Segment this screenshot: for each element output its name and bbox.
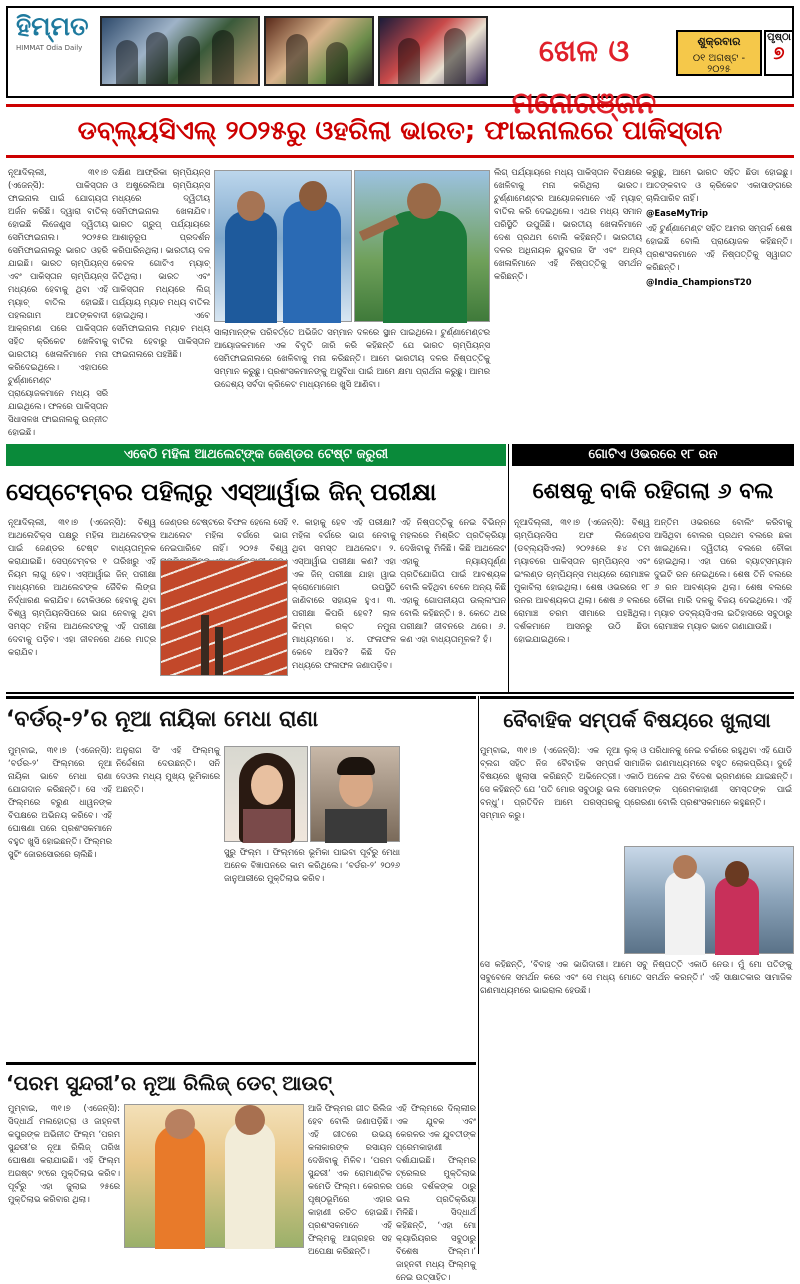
- page-number-box: [764, 30, 794, 76]
- lead-column-5: [646, 166, 792, 438]
- cricket-column-1: [514, 516, 650, 692]
- param-column-1: [8, 1102, 120, 1254]
- lead-text-5: କରୁଛୁ, ଆମେ ଭାରତ ସହିତ ଛିଡା ହୋଇଛୁ। ଆତଙ୍କବାଦ ଓ କ୍ରିକେଟ ଏକାସାଙ୍ଗରେ ଚାଲିପାରିବ ନାହିଁ।: [646, 167, 792, 203]
- lead-column-4: [494, 166, 642, 438]
- date-box: [676, 30, 762, 76]
- athletes-text-2: ଜେଣ୍ଡର ଟେଷ୍ଟରେ ବିଫଳ ହେଲେ ସେହି ଆଥଲେଟ ମହିଳା ବର୍ଗରେ ଭାଗ ନେଇପାରିବେ ନାହିଁ। ୨୦୨୫ ବିଶ୍ୱ: [160, 517, 288, 553]
- bordar-column-2: [116, 744, 220, 1056]
- logo-subtitle: HIMMAT Odia Daily: [16, 44, 83, 52]
- twitter-handle-india-champions: @India_ChampionsT20: [646, 277, 752, 287]
- medha-rana-photo: [224, 746, 308, 842]
- param-column-4: [396, 1102, 476, 1282]
- masthead-photo-sports: [264, 16, 374, 86]
- cricket-column-2: [654, 516, 792, 692]
- lead-text-5b: ଏହି ଟୁର୍ଣ୍ଣାମେଣ୍ଟ ସହିତ ଆମର ସମ୍ପର୍କ ଶେଷ ହୋଇଛି ବୋଲି ପ୍ରାୟୋଜକ କହିଛନ୍ତି। ପ୍ରଶଂସକମାନେ ଏହି ନିଷ୍ପତ୍ତିକୁ ସ୍ୱାଗତ କରିଛନ୍ତି।: [646, 223, 792, 272]
- param-text-4: ଏହି ଫିଲ୍ମରେ ଦିଲ୍ଲୀର ଏକ ଯୁବକ ଏବଂ କେରଳର ଏକ ଯୁବତୀଙ୍କ ପ୍ରେମକାହାଣୀ ଦର୍ଶାଯାଇଛି। ଫିଲ୍ମର ଟ୍ରେଲର ମୁକ୍ତିଲାଭ ପରେ ଦର୍ଶକଙ୍କ ଠାରୁ ଭଲ ପ୍ରତିକ୍ରିୟା ମିଳିଛି। ସିଦ୍ଧାର୍ଥ କହିଛନ୍ତି, ‘ଏହା ମୋ କ୍ୟାରିୟରର ସବୁଠାରୁ ବିଶେଷ ଫିଲ୍ମ।’ ଜାହ୍ନବୀ ମଧ୍ୟ ଫିଲ୍ମକୁ ନେଇ ଉତ୍ସାହିତ।: [396, 1103, 476, 1282]
- twitter-handle-easemytrip: @EaseMyTrip: [646, 208, 708, 218]
- bordar-column-3: [224, 846, 400, 1056]
- india-players-photo: [214, 170, 352, 322]
- athletes-text-1: ନୂଆଦିଲ୍ଲୀ, ୩୧।୭ (ଏଜେନ୍ସି): ବିଶ୍ୱ ଆଥଲେଟିକ୍ସ ପକ୍ଷରୁ ମହିଳା ଆଥଲେଟଙ୍କ ପାଇଁ ଜେଣ୍ଡର ଟେଷ୍ଟ ବାଧ୍ୟତାମୂଳକ କରାଯାଇଛି। ସେପ୍ଟେମ୍ବର ୧ ତାରିଖରୁ ଏହି ନିୟମ ଲାଗୁ ହେବ। ଏସ୍ଆର୍ୱାଇ ଜିନ୍ ପରୀକ୍ଷା ମାଧ୍ୟମରେ ଆଥଲେଟଙ୍କ ଜୈବିକ ଲିଙ୍ଗ ନିର୍ଦ୍ଧାରଣ କରାଯିବ। ଟୋକିଓରେ ହେବାକୁ ଥିବା ବିଶ୍ୱ ଚାମ୍ପିୟନସିପରେ ଭାଗ ନେବାକୁ ଥିବା ସମସ୍ତ ମହିଳା ଆଥଲେଟଙ୍କୁ ଏହି ପରୀକ୍ଷା ଦେବାକୁ ପଡ଼ିବ। ଏହା ଜୀବନରେ ଥରେ ମାତ୍ର କରାଯିବ।: [8, 517, 156, 657]
- cricket-kicker-banner: ଗୋଟିଏ ଓଭରରେ ୧୮ ରନ: [512, 444, 794, 466]
- bordar-text-2: ଅନୁରାଗ ସିଂ ଏହି ଫିଲ୍ମକୁ ନିର୍ଦ୍ଦେଶନା ଦେଉଛନ୍ତି। ସନି ଦେଓଲ ମଧ୍ୟ ମୁଖ୍ୟ ଭୂମିକାରେ ଅଛନ୍ତି।: [116, 745, 220, 794]
- page-number: ୭: [773, 43, 785, 64]
- vaibahik-text-2: ଲୁକ୍ ଓ ପରିଧାନକୁ ନେଇ ଚର୍ଚ୍ଚାରେ ରହୁଥିବା ଏହି ଯୋଡି ସାମାଜିକ ଗଣମାଧ୍ୟମରେ ବହୁତ ଲୋକପ୍ରିୟ। ଦୁହେଁ ଏକାଠି ଅନେକ ଥର ବିଦେଶ ଭ୍ରମଣରେ ଯାଇଛନ୍ତି। ସେମାନଙ୍କ ପ୍ରେମକାହାଣୀ ସମସ୍ତଙ୍କ ପାଇଁ ପ୍ରେରଣା ବୋଲି ପ୍ରଶଂସକମାନେ କହୁଛନ୍ତି।: [624, 745, 792, 807]
- athletes-column-3: [292, 516, 396, 692]
- bordar-text-1: ମୁମ୍ବାଇ, ୩୧।୭ (ଏଜେନ୍ସି): ‘ବର୍ଡର-୨’ ଫିଲ୍ମରେ ନୂଆ ନାୟିକା ଭାବେ ମେଧା ରାଣା ଯୋଗଦାନ କରିଛନ୍ତି। ସେ ଏହି ଫିଲ୍ମରେ ବରୁଣ ଧାୱନଙ୍କ ବିପକ୍ଷରେ ଅଭିନୟ କରିବେ। ଏହି ଘୋଷଣା ପରେ ପ୍ରଶଂସକମାନେ ବହୁତ ଖୁସି ହୋଇଛନ୍ତି। ଫିଲ୍ମର ସୁଟିଂ ଜୋରସୋରରେ ଚାଲିଛି।: [8, 745, 112, 859]
- cricket-headline: ଶେଷକୁ ବାକି ରହିଗଲା ୬ ବଲ: [532, 479, 774, 504]
- lead-text-2: ଦକ୍ଷିଣ ଆଫ୍ରିକା ଚାମ୍ପିୟନ୍ସ ଓ ଅଷ୍ଟ୍ରେଲିଆ ଚାମ୍ପିୟନ୍ସ ମଧ୍ୟରେ ଦ୍ୱିତୀୟ ସେମିଫାଇନାଲ ଖେଳାଯିବ। ଭାରତ ଗ୍ରୁପ୍ ପର୍ଯ୍ୟାୟରେ ଆଶାନୁରୂପ ପ୍ରଦର୍ଶନ କରିପାରିନଥିଲା। ଭାରତୀୟ ଦଳ କେବଳ ଗୋଟିଏ ମ୍ୟାଚ୍ ଜିତିଥିଲା। ଭାରତ ଏବଂ ପାକିସ୍ତାନ ମଧ୍ୟରେ ଲିଗ୍ ପର୍ଯ୍ୟାୟ ମ୍ୟାଚ ମଧ୍ୟ ବାତିଲ ହୋଇଥିଲା। ଏବେ ସେମିଫାଇନାଲ ମ୍ୟାଚ ମଧ୍ୟ ବାତିଲ ହେବାରୁ ପାକିସ୍ତାନ ଫାଇନାଲରେ ପହଞ୍ଚିଛି।: [112, 167, 210, 359]
- bordar-text-3: ସୁରୁ ଫିଲ୍ମ । ଫିଲ୍ମରେ ଭୂମିକା ପାଇବା ପୂର୍ବରୁ ମେଧା ଅନେକ ବିଜ୍ଞାପନରେ କାମ କରିଥିଲେ। ‘ବର୍ଡର-୨’ ୨୦୨୬ ଜାନୁଆରୀରେ ମୁକ୍ତିଲାଭ କରିବ।: [224, 847, 400, 883]
- masthead-photo-cricket: [100, 16, 260, 86]
- lead-column-2: [112, 166, 210, 438]
- page-label: ପୃଷ୍ଠା: [767, 32, 791, 43]
- lead-text-3: ସାଲାମାନ୍ଙ୍କ ପରିବର୍ତ୍ତେ ଅଭିଜିତ ସମ୍ମାନ ଦଳରେ ସ୍ଥାନ ପାଇଥିଲେ। ଟୁର୍ଣ୍ଣାମେଣ୍ଟର ଆୟୋଜକମାନେ ଏକ ବିବୃତି ଜାରି କରି କହିଛନ୍ତି ଯେ ଭାରତ ଚାମ୍ପିୟନ୍ସ ସେମିଫାଇନାଲରେ ଖେଳିବାକୁ ମନା କରିଛନ୍ତି। ଆମେ ଭାରତୀୟ ଦଳର ନିଷ୍ପତ୍ତିକୁ ସମ୍ମାନ କରୁଛୁ। ପ୍ରଶଂସକମାନଙ୍କୁ ଅସୁବିଧା ପାଇଁ ଆମେ କ୍ଷମା ପ୍ରାର୍ଥନା କରୁଛୁ। ଆମର ଉଦ୍ଦେଶ୍ୟ ସର୍ବଦା କ୍ରିକେଟ ମାଧ୍ୟମରେ ଖୁସି ଆଣିବା।: [214, 327, 490, 389]
- lead-column-3: [214, 326, 490, 438]
- param-column-3: [308, 1102, 392, 1254]
- cricket-text-1: ନୂଆଦିଲ୍ଲୀ, ୩୧।୭ (ଏଜେନ୍ସି): ବିଶ୍ୱ ଚାମ୍ପିୟନସିପ ଅଫ ଲିଜେଣ୍ଡସ (ଡବ୍ଲ୍ୟସିଏଲ) ୨୦୨୫ରେ ୫୪ ତମ ମ୍ୟାଚରେ ପାକିସ୍ତାନ ଚାମ୍ପିୟନ୍ସ ଏବଂ ଇଂଲଣ୍ଡ ଚାମ୍ପିୟନ୍ସ ମଧ୍ୟରେ ରୋମାଞ୍ଚକ ମୁକାବିଲା ହୋଇଥିଲା। ଶେଷ ଓଭରରେ ୧୮ ରନର ଆବଶ୍ୟକତା ଥିଲା। ଶେଷ ୬ ବଲରେ ରୋମାଞ୍ଚ ଚରମ ସୀମାରେ ପହଞ୍ଚିଥିଲା। ଦର୍ଶକମାନେ ଆସନରୁ ଉଠି ଛିଡା ହୋଇଯାଇଥିଲେ।: [514, 517, 650, 644]
- athletes-headline: ସେପ୍ଟେମ୍ବର ପହିଲାରୁ ଏସ୍ଆର୍ୱାଇ ଜିନ୍ ପରୀକ୍ଷା: [6, 478, 437, 506]
- athletes-kicker-banner: ଏବେଠି ମହିଳା ଆଥଲେଟ୍ଙ୍କ ଜେଣ୍ଡର ଟେଷ୍ଟ ଜରୁରୀ: [6, 444, 506, 466]
- param-text-1: ମୁମ୍ବାଇ, ୩୧।୭ (ଏଜେନ୍ସି): ସିଦ୍ଧାର୍ଥ ମଲହୋତ୍ରା ଓ ଜାହ୍ନବୀ କପୁରଙ୍କ ଅଭିନୀତ ଫିଲ୍ମ ‘ପରମ ସୁନ୍ଦରୀ’ର ନୂଆ ରିଲିଜ୍ ତାରିଖ ଘୋଷଣା କରାଯାଇଛି। ଏହି ଫିଲ୍ମ ଅଗଷ୍ଟ ୨୯ରେ ମୁକ୍ତିଲାଭ କରିବ। ପୂର୍ବରୁ ଏହା ଜୁଲାଇ ୨୫ରେ ମୁକ୍ତିଲାଭ କରିବାର ଥିଲା।: [8, 1103, 120, 1204]
- section-title: ଖେଳ ଓ ମନୋରଞ୍ଜନ: [511, 34, 657, 121]
- column-divider: [478, 696, 479, 1254]
- lead-headline: ଡବ୍ଲ୍ୟସିଏଲ୍ ୨୦୨୫ରୁ ଓହରିଲା ଭାରତ; ଫାଇନାଲରେ ପାକିସ୍ତାନ: [77, 116, 723, 146]
- athletes-text-3: ୧. କାହାକୁ ହେବ ଏହି ପରୀକ୍ଷା? ମହିଳା ବର୍ଗରେ ଭାଗ ନେବାକୁ ଥିବା ସମସ୍ତ ଆଥଲେଟ। ୨. ଏସ୍ଆର୍ୱାଇ ପରୀକ୍ଷା କଣ? ଏହା ଏକ ଜିନ୍ ପରୀକ୍ଷା ଯାହା ୱାଇ କ୍ରୋମୋଜୋମ ଉପସ୍ଥିତି ଜାଣିବାରେ ସହାୟକ ହୁଏ। ୩. ପରୀକ୍ଷା କିପରି ହେବ? ଲାଳ କିମ୍ବା ରକ୍ତ ନମୁନା ମାଧ୍ୟମରେ। ୪. ଫଳାଫଳ କେବେ ଆସିବ? କିଛି ଦିନ ମଧ୍ୟରେ ଫଳାଫଳ ଜଣାପଡ଼ିବ।: [292, 517, 396, 670]
- issue-date: ୦୧ ଅଗଷ୍ଟ - ୨୦୨୫: [692, 53, 746, 75]
- cricket-text-2: ଅନ୍ତିମ ଓଭରରେ ବୋଲିଂ କରିବାକୁ ଆସିଥିବା ବୋଲର ପ୍ରଥମ ବଲରେ ଛକା ଖାଇଥିଲେ। ଦ୍ୱିତୀୟ ବଲରେ ଚୌକା ହୋଇଥିଲା। ଏହା ପରେ ବ୍ୟାଟ୍ସମ୍ୟାନ ଦୁଇଟି ରନ ନେଇଥିଲେ। ଶେଷ ତିନି ବଲରେ ୬ ରନ ଆବଶ୍ୟକ ଥିଲା। ଶେଷ ବଲରେ ଚୌକା ମାରି ଦଳକୁ ବିଜୟ ଦେଇଥିଲେ। ଏହି ମ୍ୟାଚ ଡବ୍ଲ୍ୟସିଏଲ ଇତିହାସରେ ସବୁଠାରୁ ରୋମାଞ୍ଚକ ମ୍ୟାଚ ଭାବେ ଗଣାଯାଉଛି।: [654, 517, 792, 631]
- vaibahik-column-1: [480, 744, 620, 954]
- running-track-photo: [160, 560, 288, 676]
- lead-text-4: ଲିଗ୍ ପର୍ଯ୍ୟାୟରେ ମଧ୍ୟ ପାକିସ୍ତାନ ବିପକ୍ଷରେ ଖେଳିବାକୁ ମନା କରିଥିଲା ଭାରତ। ଟୁର୍ଣ୍ଣାମେଣ୍ଟର ଆୟୋଜକମାନେ ଏହି ମ୍ୟାଚ୍ ବାତିଲ କରି ଦେଇଥିଲେ। ଏଥର ମଧ୍ୟ ସମାନ ପରିସ୍ଥିତି ଉପୁଜିଛି। ଭାରତୀୟ ଖେଳାଳିମାନେ ଦେଶ ପ୍ରଥମ ବୋଲି କହିଛନ୍ତି। ଭାରତୀୟ ଦଳର ଅଧିନାୟକ ୟୁବରାଜ ସିଂ ଏବଂ ଅନ୍ୟ ଖେଳାଳିମାନେ ଏହି ନିଷ୍ପତ୍ତିକୁ ସମର୍ଥନ କରିଛନ୍ତି।: [494, 167, 642, 281]
- masthead-photo-entertainment: [378, 16, 488, 86]
- lead-column-1: [8, 166, 108, 438]
- vaibahik-column-2: [624, 744, 792, 844]
- issue-day: ଶୁକ୍ରବାର: [697, 35, 741, 48]
- masthead: [6, 6, 794, 121]
- athletes-column-2: [160, 516, 288, 558]
- athletes-column-1: [8, 516, 156, 692]
- param-sundari-headline: ‘ପରମ ସୁନ୍ଦରୀ’ର ନୂଆ ରିଲିଜ୍ ଡେଟ୍ ଆଉଟ୍: [6, 1062, 476, 1100]
- vaibahik-column-3: [480, 958, 792, 1254]
- athletes-text-4: ଏହି ନିଷ୍ପତ୍ତିକୁ ନେଇ ବିଭିନ୍ନ ମହଲରେ ମିଶ୍ରିତ ପ୍ରତିକ୍ରିୟା ଦେଖିବାକୁ ମିଳିଛି। କିଛି ଆଥଲେଟ ଏହାକୁ ନ୍ୟାୟପୂର୍ଣ୍ଣ ପ୍ରତିଯୋଗିତା ପାଇଁ ଆବଶ୍ୟକ ବୋଲି କହିଥିବା ବେଳେ ଅନ୍ୟ କିଛି ଏହାକୁ ଗୋପନୀୟତା ଉଲ୍ଲଂଘନ ବୋଲି କହିଛନ୍ତି। ୫. କେତେ ଥର ପରୀକ୍ଷା? ଜୀବନରେ ଥରେ। ୬. କଣ ଏହା ବାଧ୍ୟତାମୂଳକ? ହଁ।: [400, 517, 506, 644]
- param-text-3: ଆଜି ଫିଲ୍ମର ଗୀତ ରିଲିଜ ହେବ ବୋଲି ଜଣାପଡ଼ିଛି। ଏହି ଗୀତରେ ଉଭୟ କଳାକାରଙ୍କ ରସାୟନ ଦେଖିବାକୁ ମିଳିବ। ‘ପରମ ସୁନ୍ଦରୀ’ ଏକ ରୋମାଣ୍ଟିକ କମେଡି ଫିଲ୍ମ। କେରଳର ପୃଷ୍ଠଭୂମିରେ ଏହାର କାହାଣୀ ରଚିତ ହୋଇଛି। ପ୍ରଶଂସକମାନେ ଏହି ଫିଲ୍ମକୁ ଆଗ୍ରହର ସହ ଅପେକ୍ଷା କରିଛନ୍ତି।: [308, 1103, 392, 1256]
- couple-photo: [624, 846, 794, 954]
- column-divider: [508, 444, 509, 692]
- vaibahik-text-3: ସେ କହିଛନ୍ତି, ‘ବିବାହ ଏକ ଭାଗିଦାରୀ। ଆମେ ସବୁ ନିଷ୍ପତ୍ତି ଏକାଠି ନେଉ। ମୁଁ ମୋ ପତିଙ୍କୁ ସବୁବେଳେ ସମର୍ଥନ କରେ ଏବଂ ସେ ମଧ୍ୟ ମୋତେ ସମର୍ଥନ କରନ୍ତି।’ ଏହି ସାକ୍ଷାତକାର ସାମାଜିକ ଗଣମାଧ୍ୟମରେ ଭାଇରାଲ ହେଉଛି।: [480, 959, 792, 995]
- pakistan-captain-photo: [354, 170, 490, 322]
- bordar-column-1: [8, 744, 112, 1056]
- param-sundari-photo: [124, 1104, 304, 1248]
- lead-headline-bar: [6, 104, 794, 158]
- lead-text-1: ନୂଆଦିଲ୍ଲୀ, ୩୧।୭ (ଏଜେନ୍ସି): ପାକିସ୍ତାନ ଫାଇନାଲ ପାଇଁ ଯୋଗ୍ୟତା ଅର୍ଜନ କରିଛି। ଦ୍ୱାରା ବାତିଲ୍ ହୋଇଛି ଲିଜେଣ୍ଡ୍ସ ଦ୍ୱିତୀୟ ସେମିଫାଇନାଲ। ୨୦୨୫ର ସେମିଫାଇନାଲରୁ ଭାରତ ଓହରି ଯାଇଛି। ଭାରତ ଚାମ୍ପିୟନ୍ସ ଏବଂ ପାକିସ୍ତାନ ଚାମ୍ପିୟନ୍ସ ମଧ୍ୟରେ ହେବାକୁ ଥିବା ଏହି ମ୍ୟାଚ୍ ବାତିଲ ହୋଇଛି। ପହଲଗାମ ଆତଙ୍କବାଦୀ ଆକ୍ରମଣ ପରେ ପାକିସ୍ତାନ ସହିତ କ୍ରିକେଟ ଖେଳିବାକୁ ଭାରତୀୟ ଖେଳାଳିମାନେ ମନା କରିଦେଇଥିଲେ। ଏହାପରେ ଟୁର୍ଣ୍ଣାମେଣ୍ଟ ପ୍ରାୟୋଜକମାନେ ମଧ୍ୟ ସରି ଯାଇଥିଲେ। ଫଳରେ ପାକିସ୍ତାନ ସିଧାସଳଖ ଫାଇନାଲକୁ ଉନ୍ନୀତ ହୋଇଛି।: [8, 167, 108, 437]
- newspaper-logo: [16, 12, 96, 92]
- varun-dhawan-photo: [310, 746, 400, 842]
- vaibahik-headline: ବୈବାହିକ ସମ୍ପର୍କ ବିଷୟରେ ଖୁଲାସା: [480, 696, 794, 740]
- section-divider: [6, 692, 794, 694]
- logo-text: ହିମ୍ମତ: [16, 12, 89, 42]
- vaibahik-text-1: ମୁମ୍ବାଇ, ୩୧।୭ (ଏଜେନ୍ସି): ଏକ ନୂଆ ବ୍ଲଗ ସହିତ ନିଜ ବୈବାହିକ ସମ୍ପର୍କ ବିଷୟରେ ଖୁଲାସା କରିଛନ୍ତି ଅଭିନେତ୍ରୀ। ସେ କହିଛନ୍ତି ଯେ ‘ପତି ମୋର ସବୁଠାରୁ ଭଲ ବନ୍ଧୁ’। ପ୍ରତିଦିନ ଆମେ ପରସ୍ପରକୁ ସମ୍ମାନ କରୁ।: [480, 745, 620, 820]
- athletes-column-4: [400, 516, 506, 692]
- bordar-headline: ‘ବର୍ଡର୍-୨’ର ନୂଆ ନାୟିକା ମେଧା ରାଣା: [6, 696, 476, 740]
